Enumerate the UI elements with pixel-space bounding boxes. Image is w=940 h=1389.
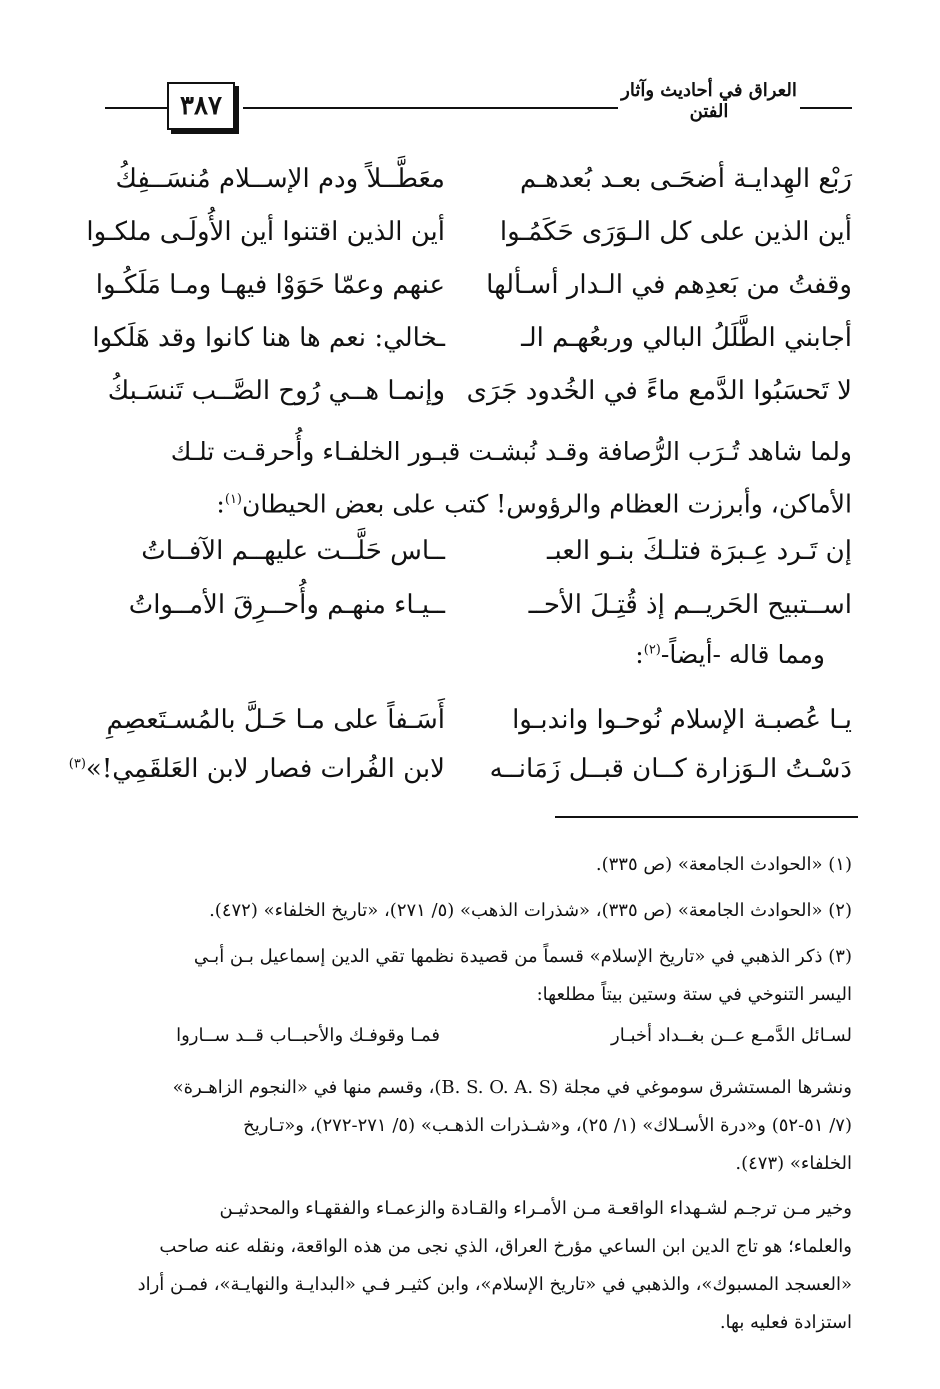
- footnote-separator: [555, 816, 858, 818]
- footnote-3-line1: (٣) ذكر الذهبي في «تاريخ الإسلام» قسماً من قصيدة نظمها تقي الدين إسماعيل بـن أبـي: [193, 946, 852, 967]
- poem1-line1-second-hemistich: معَطَّــلاً ودم الإســلام مُنسَــفِكُ: [115, 164, 445, 194]
- footnote-3-line5: الخلفاء» (٤٧٣).: [735, 1153, 852, 1174]
- running-head-title: العراق في أحاديث وآثار الفتن: [621, 80, 797, 122]
- poem1-line5-second-hemistich: وإنمـا هــي رُوح الصَّــب تَنسَـبكُ: [107, 376, 445, 406]
- poem2-line2-first-hemistich: اســتبيح الحَريــم إذ قُتِـلَ الأحــ: [528, 590, 852, 620]
- footnote-3-line3: ونشرها المستشرق سوموغي في مجلة (B. S. O. A. S)، وقسم منها في «النجوم الزاهـرة»: [172, 1077, 852, 1098]
- poem3-intro-colon: :: [635, 640, 644, 669]
- poem1-line2-first-hemistich: أين الذين على كل الـوَرَى حَكَمُـوا: [499, 217, 852, 247]
- footnote-3-line2: اليسر التنوخي في ستة وستين بيتاً مطلعها:: [536, 984, 852, 1005]
- poem3-intro: [635, 640, 825, 669]
- page-number-box: [167, 82, 235, 130]
- poem2-line1-second-hemistich: ــاس حَلَّــت عليهــم الآفــاتُ: [141, 536, 445, 566]
- body-paragraph: [92, 428, 852, 528]
- footnote-ref-1: (١): [224, 492, 242, 507]
- poem1-line1-first-hemistich: رَبْع الهِدايـة أضحَـى بعـد بُعدهـم: [520, 164, 852, 194]
- footnote-2: (٢) «الحوادث الجامعة» (ص ٣٣٥)، «شذرات الذهب» (٥/ ٢٧١)، «تاريخ الخلفاء» (٤٧٢).: [209, 900, 852, 921]
- poem1-line3-second-hemistich: عنهم وعمّا حَوَوْا فيهـا ومـا مَلَكُـوا: [95, 270, 445, 300]
- paragraph-colon: :: [216, 489, 225, 519]
- poem1-line4-first-hemistich: أجابني الطَّلَلُ البالي وربعُهـم الـ: [521, 323, 852, 353]
- poem3-line2-second-hemistich: [55, 756, 445, 782]
- footnote-extra-line2: والعلماء؛ هو تاج الدين ابن الساعي مؤرخ العراق، الذي نجى من هذه الواقعة، ونقله عنه صاحب: [159, 1236, 852, 1257]
- footnote-3-extra: [87, 1190, 852, 1342]
- footnote-3-continued: [87, 1069, 852, 1183]
- poem3-line2-first-hemistich: دَسْـتُ الـوَزارة كــان قبــل زَمَانــه: [489, 754, 852, 784]
- footnote-3: [87, 938, 852, 1014]
- poem1-line3-first-hemistich: وقفتُ من بَعدِهم في الـدار أسـألها: [486, 270, 852, 300]
- footnote-3-verse-first: لسـائل الدَّمـع عــن بغــداد أخبـار: [611, 1025, 852, 1046]
- footnote-3-line4: (٧/ ٥١-٥٢) و«درة الأسـلاك» (١/ ٢٥)، و«شـذرات الذهـب» (٥/ ٢٧١-٢٧٢)، و«تـاريخ: [243, 1115, 852, 1136]
- poem3-line1-first-hemistich: يـا عُصبـة الإسلام نُوحـوا واندبـوا: [512, 705, 852, 735]
- poem1-line5-first-hemistich: لا تَحسَبُوا الدَّمع ماءً في الخُدود جَرَى: [466, 376, 852, 406]
- footnote-3-verse-second: فمـا وقوفـك والأحبــاب قــد ســاروا: [176, 1025, 440, 1046]
- header-rule-left: [105, 107, 167, 109]
- footnote-extra-line1: وخير مـن ترجـم لشـهداء الواقعـة مـن الأمـراء والقـادة والزعمـاء والفقهـاء والمحدثيـن: [219, 1198, 852, 1219]
- footnote-ref-2: (٢): [643, 642, 661, 658]
- header-rule-right: [800, 107, 852, 109]
- footnote-ref-3: (٣): [68, 756, 86, 772]
- paragraph-line2-text: الأماكن، وأبرزت العظام والرؤوس! كتب على بعض الحيطان: [242, 489, 852, 519]
- paragraph-line1: ولما شاهد تُـرَب الرُّصافة وقـد نُبشـت قبـور الخلفـاء وأُحرقـت تلـك: [170, 437, 852, 466]
- header-rule-middle: [243, 107, 618, 109]
- page-number: ٣٨٧: [180, 91, 222, 121]
- footnote-extra-line3: «العسجد المسبوك»، والذهبي في «تاريخ الإسلام»، وابن كثيـر فـي «البدايـة والنهايـة»، فمـن أراد: [137, 1274, 852, 1295]
- poem3-line1-second-hemistich: أَسَـفاً على مـا حَـلَّ بالمُسـتَعصِمِ: [106, 705, 445, 735]
- footnote-extra-line4: استزادة فعليه بها.: [719, 1312, 852, 1333]
- poem1-line4-second-hemistich: ـخالي: نعم ها هنا كانوا وقد هَلَكوا: [92, 323, 445, 353]
- footnote-1: (١) «الحوادث الجامعة» (ص ٣٣٥).: [595, 854, 852, 875]
- poem2-line2-second-hemistich: ــيـاء منهـم وأُحــرِقَ الأمــواتُ: [128, 590, 445, 620]
- poem1-line2-second-hemistich: أين الذين اقتنوا أين الأُولَـى ملكـوا: [86, 217, 445, 247]
- poem2-line1-first-hemistich: إن تَـرد عِـبرَة فتلـكَ بنـو العبـ: [546, 536, 852, 566]
- poem3-intro-text: ومما قاله -أيضاً-: [660, 640, 825, 669]
- paragraph-line2: [92, 476, 852, 528]
- poem3-line2-second-text: لابن الفُرات فصار لابن العَلقَمِي!»: [85, 754, 445, 784]
